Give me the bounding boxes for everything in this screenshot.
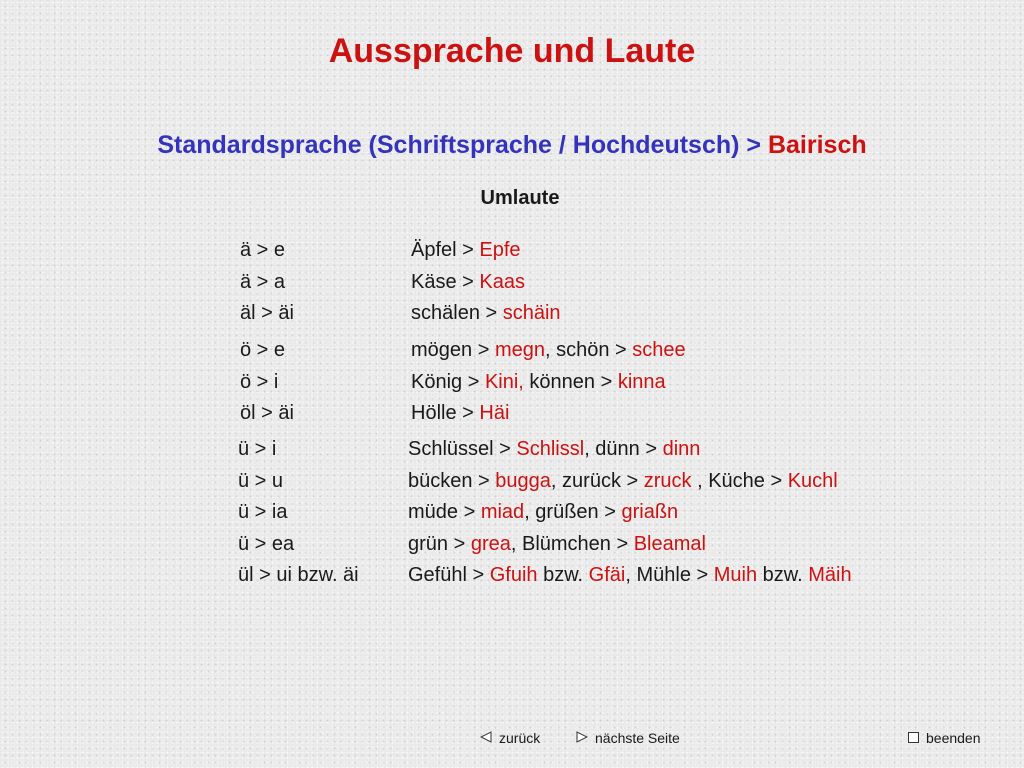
- example-words: [411, 401, 509, 425]
- dialect-word: schäin: [502, 302, 561, 324]
- example-words: [408, 532, 706, 556]
- next-page-label: nächste Seite: [595, 730, 680, 746]
- standard-word: mögen >: [411, 339, 495, 361]
- standard-word: Gefühl >: [408, 564, 490, 586]
- back-label: zurück: [499, 730, 541, 746]
- example-words: [408, 563, 852, 587]
- standard-word: Schlüssel >: [408, 438, 517, 460]
- standard-word: , Küche >: [691, 469, 788, 492]
- standard-word: , zurück >: [550, 469, 644, 492]
- standard-word: bzw.: [537, 564, 589, 586]
- standard-word: , dünn >: [584, 438, 663, 460]
- sound-rule: ü > u: [238, 469, 284, 492]
- subtitle-arrow: >: [746, 131, 762, 159]
- dialect-word: zruck: [643, 469, 692, 492]
- example-words: [411, 370, 666, 394]
- sound-rule: ü > ea: [238, 532, 295, 555]
- sound-rule: ö > e: [240, 339, 286, 361]
- example-words: [408, 437, 700, 461]
- triangle-left-icon: [480, 731, 492, 745]
- dialect-word: bugga: [495, 469, 551, 492]
- sound-rule: ü > ia: [238, 501, 288, 523]
- dialect-word: Epfe: [479, 239, 521, 261]
- dialect-word: Gfuih: [489, 564, 538, 586]
- subtitle-standard: Standardsprache (Schriftsprache / Hochdeutsch): [157, 131, 740, 159]
- example-words: [411, 238, 521, 262]
- standard-word: bzw.: [757, 564, 809, 586]
- dialect-word: Muih: [713, 564, 758, 586]
- dialect-word: grea: [470, 532, 511, 555]
- dialect-word: schee: [632, 339, 686, 361]
- sound-rule: ä > e: [240, 239, 286, 261]
- standard-word: König >: [411, 370, 485, 393]
- dialect-word: kinna: [617, 370, 666, 393]
- end-label: beenden: [926, 730, 981, 746]
- dialect-word: Kaas: [479, 270, 525, 293]
- dialect-word: Häi: [479, 402, 510, 424]
- end-button[interactable]: [908, 730, 981, 746]
- standard-word: schälen >: [411, 302, 503, 324]
- dialect-word: miad: [480, 501, 525, 523]
- next-page-button[interactable]: [576, 730, 680, 746]
- sound-rule: ä > a: [240, 270, 286, 293]
- standard-word: Äpfel >: [411, 239, 480, 261]
- example-words: [408, 500, 678, 524]
- standard-word: , grüßen >: [524, 501, 622, 523]
- back-button[interactable]: [480, 730, 540, 746]
- dialect-word: megn: [494, 339, 545, 361]
- standard-word: , Mühle >: [625, 564, 714, 586]
- square-icon: [908, 731, 919, 745]
- standard-word: bücken >: [408, 469, 496, 492]
- standard-word: grün >: [408, 532, 471, 555]
- standard-word: Hölle >: [411, 402, 480, 424]
- standard-word: , Blümchen >: [510, 532, 634, 555]
- dialect-word: Kini,: [484, 370, 524, 393]
- sound-rule: ül > ui bzw. äi: [238, 564, 359, 586]
- dialect-word: griaßn: [621, 501, 679, 523]
- example-words: [411, 338, 686, 362]
- dialect-word: Gfäi: [588, 564, 626, 586]
- standard-word: , schön >: [544, 339, 633, 361]
- standard-word: müde >: [408, 501, 481, 523]
- section-heading: Umlaute: [480, 187, 560, 209]
- standard-word: können >: [523, 370, 618, 393]
- sound-rule: ü > i: [238, 438, 277, 460]
- sound-rule: äl > äi: [240, 302, 294, 324]
- dialect-word: Schlissl: [516, 438, 585, 460]
- dialect-word: Bleamal: [633, 532, 706, 555]
- dialect-word: Mäih: [808, 564, 852, 586]
- example-words: [408, 469, 838, 493]
- dialect-word: dinn: [662, 438, 701, 460]
- subtitle-target: Bairisch: [767, 131, 867, 159]
- sound-rule: ö > i: [240, 370, 279, 393]
- example-words: [411, 301, 561, 325]
- sound-rule: öl > äi: [240, 402, 294, 424]
- example-words: [411, 270, 525, 294]
- standard-word: Käse >: [411, 270, 480, 293]
- triangle-right-icon: [576, 731, 588, 745]
- page-title: Aussprache und Laute: [328, 32, 696, 70]
- dialect-word: Kuchl: [787, 469, 838, 492]
- page-subtitle: [0, 131, 1024, 160]
